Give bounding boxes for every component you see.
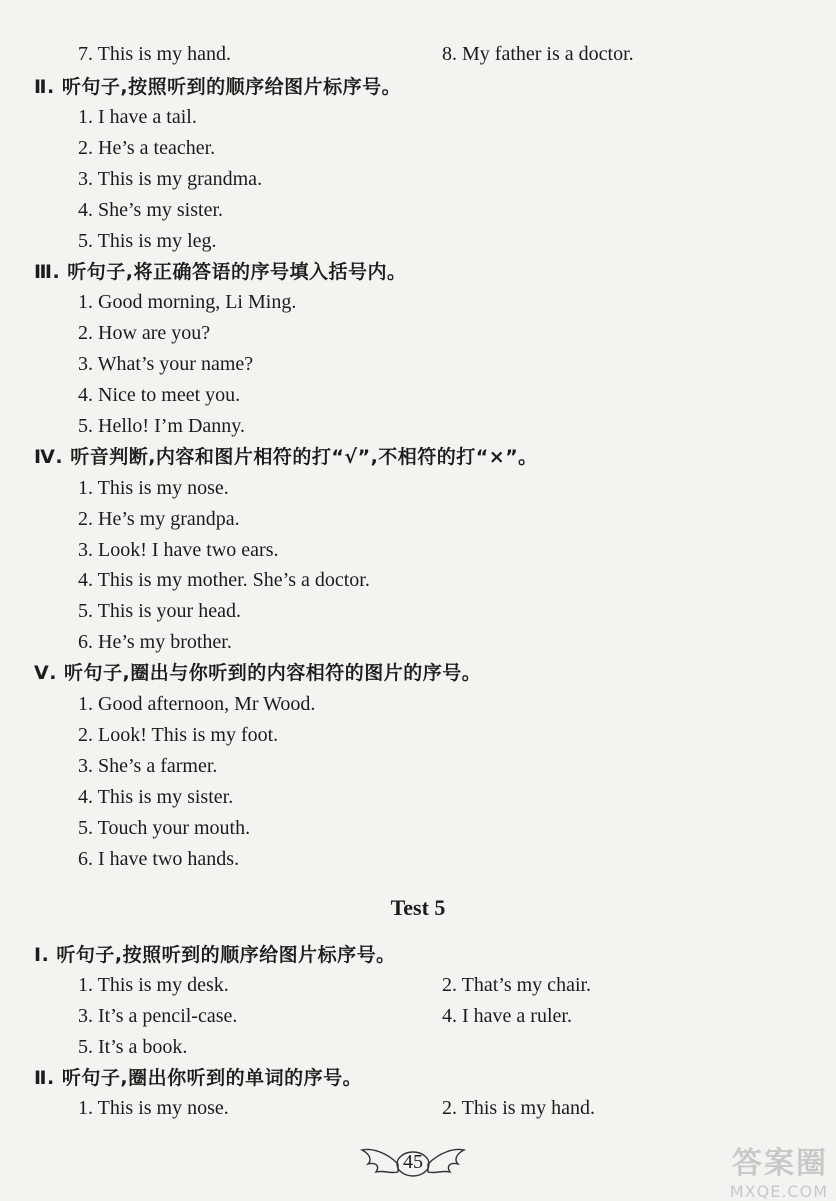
sentence-item: 1. This is my nose. bbox=[78, 477, 229, 499]
sentence-item: 5. Hello! I’m Danny. bbox=[78, 415, 245, 437]
sentence-item: 5. This is my leg. bbox=[78, 230, 217, 252]
sentence-item: 4. This is my mother. She’s a doctor. bbox=[78, 569, 370, 591]
sentence-item: 1. Good morning, Li Ming. bbox=[78, 291, 297, 313]
sentence-item: 4. I have a ruler. bbox=[442, 1005, 572, 1027]
sentence-item: 2. This is my hand. bbox=[442, 1097, 595, 1119]
section-heading: Ⅴ. 听句子,圈出与你听到的内容相符的图片的序号。 bbox=[34, 662, 482, 684]
sentence-item: 6. He’s my brother. bbox=[78, 631, 232, 653]
watermark-sub: MXQE.COM bbox=[729, 1182, 828, 1201]
sentence-item: 2. Look! This is my foot. bbox=[78, 724, 279, 746]
sentence-item: 4. Nice to meet you. bbox=[78, 384, 241, 406]
sentence-item: 5. Touch your mouth. bbox=[78, 817, 251, 839]
sentence-item: 3. It’s a pencil-case. bbox=[78, 1005, 238, 1027]
sentence-item: 3. Look! I have two ears. bbox=[78, 539, 279, 561]
sentence-item: 4. She’s my sister. bbox=[78, 199, 224, 221]
sentence-item: 5. This is your head. bbox=[78, 600, 241, 622]
test-title: Test 5 bbox=[390, 895, 446, 920]
sentence-item: 7. This is my hand. bbox=[78, 43, 231, 65]
sentence-item: 1. This is my desk. bbox=[78, 974, 229, 996]
sentence-item: 4. This is my sister. bbox=[78, 786, 234, 808]
section-heading: Ⅳ. 听音判断,内容和图片相符的打“√”,不相符的打“×”。 bbox=[34, 446, 538, 468]
sentence-item: 8. My father is a doctor. bbox=[442, 43, 634, 65]
sentence-item: 3. This is my grandma. bbox=[78, 168, 263, 190]
sentence-item: 2. How are you? bbox=[78, 322, 211, 344]
sentence-item: 1. I have a tail. bbox=[78, 106, 197, 128]
section-heading: Ⅰ. 听句子,按照听到的顺序给图片标序号。 bbox=[34, 944, 396, 966]
page-number: 45 bbox=[403, 1151, 423, 1173]
sentence-item: 2. He’s my grandpa. bbox=[78, 508, 240, 530]
sentence-item: 5. It’s a book. bbox=[78, 1036, 188, 1058]
page-number-ornament bbox=[358, 1134, 468, 1190]
watermark-logo bbox=[730, 1138, 828, 1201]
sentence-item: 2. That’s my chair. bbox=[442, 974, 592, 996]
section-heading: Ⅲ. 听句子,将正确答语的序号填入括号内。 bbox=[34, 261, 407, 283]
section-heading: Ⅱ. 听句子,按照听到的顺序给图片标序号。 bbox=[34, 76, 402, 98]
section-heading: Ⅱ. 听句子,圈出你听到的单词的序号。 bbox=[34, 1067, 363, 1089]
sentence-item: 2. He’s a teacher. bbox=[78, 137, 216, 159]
sentence-item: 6. I have two hands. bbox=[78, 848, 240, 870]
sentence-item: 1. This is my nose. bbox=[78, 1097, 229, 1119]
sentence-item: 1. Good afternoon, Mr Wood. bbox=[78, 693, 316, 715]
sentence-item: 3. She’s a farmer. bbox=[78, 755, 218, 777]
watermark-main: 答案圈 bbox=[732, 1146, 828, 1181]
sentence-item: 3. What’s your name? bbox=[78, 353, 254, 375]
